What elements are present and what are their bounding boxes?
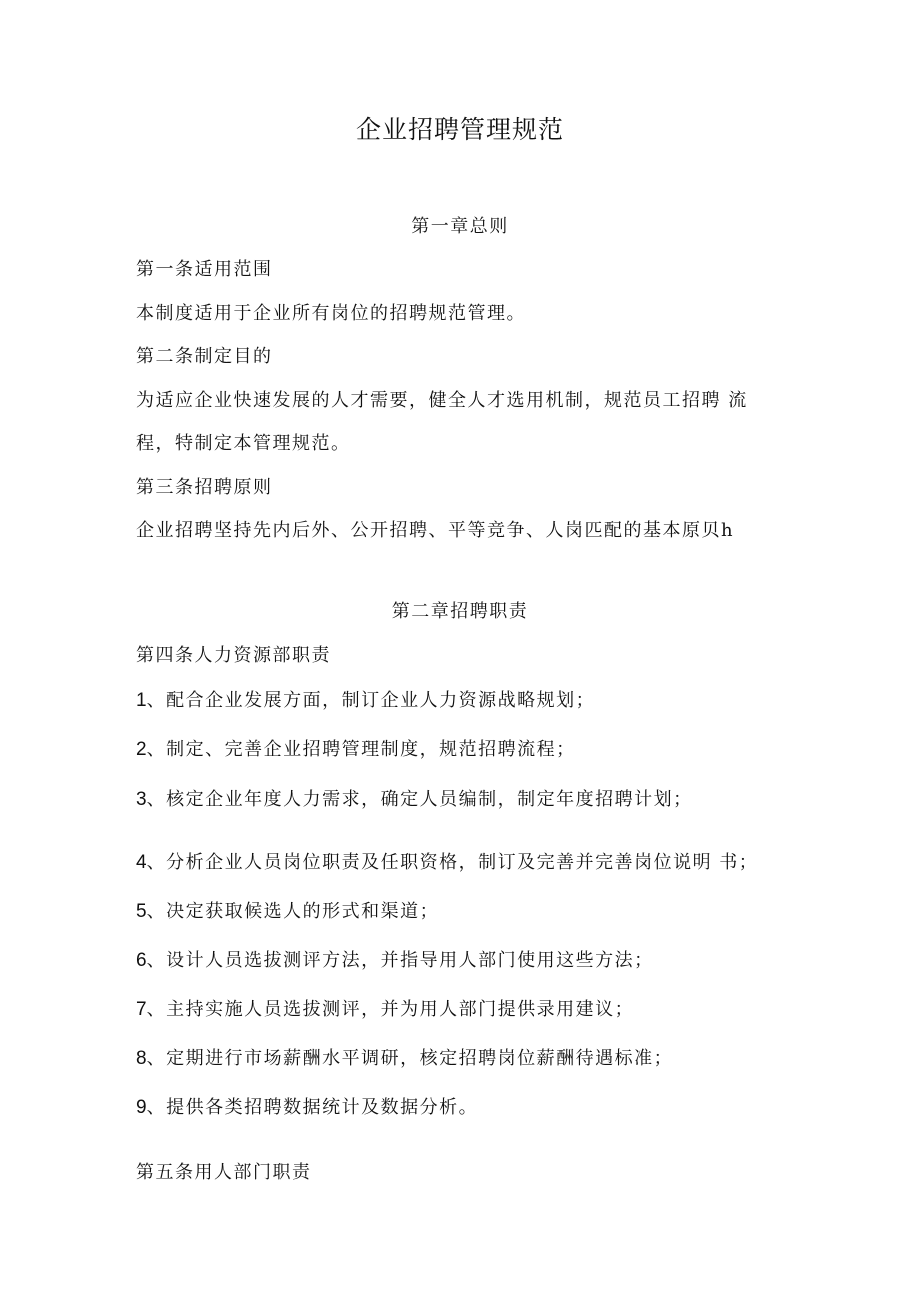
list-item	[136, 1047, 673, 1071]
article-4-heading: 第四条人力资源部职责	[136, 645, 331, 666]
list-item-text: 、决定获取候选人的形式和渠道；	[146, 901, 440, 922]
list-item-text: 、分析企业人员岗位职责及任职资格，制订及完善并完善岗位说明 书；	[146, 852, 759, 873]
list-item-number: 4	[136, 852, 147, 873]
list-item	[136, 900, 439, 924]
article-1-heading: 第一条适用范围	[136, 259, 273, 280]
list-item-text: 、核定企业年度人力需求，确定人员编制，制定年度招聘计划；	[146, 789, 693, 810]
document-title: 企业招聘管理规范	[355, 115, 564, 144]
article-5-heading: 第五条用人部门职责	[136, 1162, 312, 1183]
list-item-number: 5	[136, 901, 147, 922]
list-item-text: 、提供各类招聘数据统计及数据分析。	[146, 1097, 479, 1118]
list-item-text: 、定期进行市场薪酬水平调研，核定招聘岗位薪酬待遇标准；	[146, 1048, 674, 1069]
chapter-1-heading: 第一章总则	[411, 216, 509, 237]
list-item-number: 7	[136, 999, 147, 1020]
list-item	[136, 949, 654, 973]
article-2-heading: 第二条制定目的	[136, 346, 273, 367]
list-item	[136, 851, 758, 875]
list-item-text: 、配合企业发展方面，制订企业人力资源战略规划；	[146, 690, 596, 711]
article-2-text-line2: 程，特制定本管理规范。	[136, 433, 351, 454]
list-item-text: 、设计人员选拔测评方法，并指导用人部门使用这些方法；	[146, 950, 654, 971]
list-item	[136, 998, 634, 1022]
list-item-number: 9	[136, 1097, 147, 1118]
list-item	[136, 1096, 478, 1120]
list-item	[136, 788, 693, 812]
article-3-text: 企业招聘坚持先内后外、公开招聘、平等竞争、人岗匹配的基本原贝h	[136, 520, 735, 541]
list-item	[136, 689, 595, 713]
list-item-text: 、制定、完善企业招聘管理制度，规范招聘流程；	[146, 739, 576, 760]
list-item-number: 3	[136, 789, 147, 810]
article-3-heading: 第三条招聘原则	[136, 477, 273, 498]
list-item-number: 8	[136, 1048, 147, 1069]
list-item-number: 1	[136, 690, 147, 711]
article-2-text-line1: 为适应企业快速发展的人才需要，健全人才选用机制，规范员工招聘 流	[136, 390, 748, 411]
list-item-number: 2	[136, 739, 147, 760]
list-item-number: 6	[136, 950, 147, 971]
list-item	[136, 738, 576, 762]
article-1-text: 本制度适用于企业所有岗位的招聘规范管理。	[136, 303, 526, 324]
list-item-text: 、主持实施人员选拔测评，并为用人部门提供录用建议；	[146, 999, 635, 1020]
chapter-2-heading: 第二章招聘职责	[391, 601, 529, 622]
